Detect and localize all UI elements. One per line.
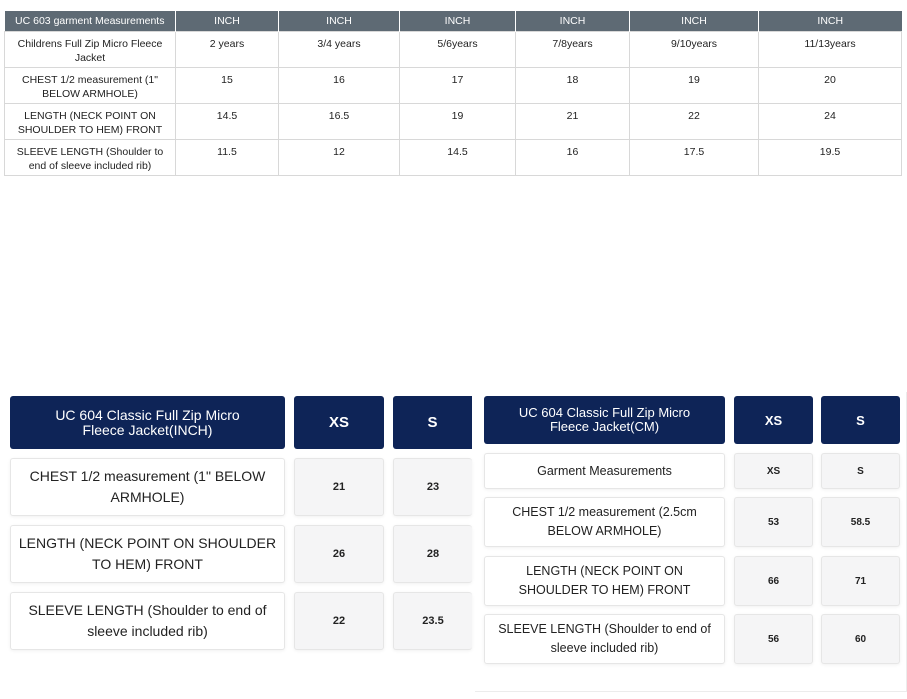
table-cell: 12 (279, 139, 400, 175)
table-cell: 9/10years (630, 31, 759, 67)
measurement-label: LENGTH (NECK POINT ON SHOULDER TO HEM) FRONT (10, 525, 285, 583)
row-label: CHEST 1/2 measurement (1" BELOW ARMHOLE) (5, 67, 176, 103)
table-row (5, 67, 902, 103)
card-grid-title: UC 604 Classic Full Zip Micro Fleece Jacket(CM) (484, 396, 725, 444)
table-cell: 15 (176, 67, 279, 103)
inch-measurement-table (4, 11, 902, 176)
size-header-xs: XS (734, 396, 813, 444)
header-cell: INCH (630, 11, 759, 31)
table-row (5, 139, 902, 175)
measurement-label: SLEEVE LENGTH (Shoulder to end of sleeve included rib) (484, 614, 725, 664)
table-cell: 19 (630, 67, 759, 103)
table-cell: 5/6years (400, 31, 516, 67)
measurement-value: 23 (393, 458, 472, 516)
header-cell: INCH (516, 11, 630, 31)
table-cell: 21 (516, 103, 630, 139)
header-cell: INCH (279, 11, 400, 31)
measurement-label: Garment Measurements (484, 453, 725, 489)
measurement-value: 23.5 (393, 592, 472, 650)
size-header-xs: XS (294, 396, 384, 449)
table-cell: 17.5 (630, 139, 759, 175)
table-header-row (5, 11, 902, 31)
size-header-s: S (821, 396, 900, 444)
table-cell: 11/13years (759, 31, 902, 67)
measurement-label: SLEEVE LENGTH (Shoulder to end of sleeve included rib) (10, 592, 285, 650)
header-cell: INCH (400, 11, 516, 31)
table-row (5, 31, 902, 67)
measurement-value: XS (734, 453, 813, 489)
table-cell: 20 (759, 67, 902, 103)
table-cell: 16 (516, 139, 630, 175)
measurement-value: S (821, 453, 900, 489)
table-cell: 16 (279, 67, 400, 103)
header-cell: INCH (759, 11, 902, 31)
table-cell: 22 (630, 103, 759, 139)
measurement-value: 56 (734, 614, 813, 664)
table-cell: 3/4 years (279, 31, 400, 67)
measurement-value: 60 (821, 614, 900, 664)
measurement-value: 66 (734, 556, 813, 606)
table-cell: 7/8years (516, 31, 630, 67)
measurement-value: 22 (294, 592, 384, 650)
cm-table-viewport (0, 220, 907, 366)
measurement-value: 58.5 (821, 497, 900, 547)
table-cell: 14.5 (176, 103, 279, 139)
measurement-value: 53 (734, 497, 813, 547)
table-cell: 2 years (176, 31, 279, 67)
table-cell: 19.5 (759, 139, 902, 175)
header-cell: INCH (176, 11, 279, 31)
table-cell: 18 (516, 67, 630, 103)
table-cell: 24 (759, 103, 902, 139)
measurement-label: LENGTH (NECK POINT ON SHOULDER TO HEM) FRONT (484, 556, 725, 606)
table-row (5, 103, 902, 139)
table-cell: 11.5 (176, 139, 279, 175)
table-cell: 19 (400, 103, 516, 139)
measurement-label: CHEST 1/2 measurement (2.5cm BELOW ARMHOLE) (484, 497, 725, 547)
header-cell: UC 603 garment Measurements (5, 11, 176, 31)
size-header-s: S (393, 396, 472, 449)
table-cell: 17 (400, 67, 516, 103)
row-label: LENGTH (NECK POINT ON SHOULDER TO HEM) FRONT (5, 103, 176, 139)
table-cell: 14.5 (400, 139, 516, 175)
measurement-value: 21 (294, 458, 384, 516)
card-grid-title: UC 604 Classic Full Zip Micro Fleece Jacket(INCH) (10, 396, 285, 449)
table-cell: 16.5 (279, 103, 400, 139)
measurement-value: 28 (393, 525, 472, 583)
row-label: SLEEVE LENGTH (Shoulder to end of sleeve included rib) (5, 139, 176, 175)
measurement-value: 71 (821, 556, 900, 606)
measurement-label: CHEST 1/2 measurement (1" BELOW ARMHOLE) (10, 458, 285, 516)
row-label: Childrens Full Zip Micro Fleece Jacket (5, 31, 176, 67)
measurement-value: 26 (294, 525, 384, 583)
